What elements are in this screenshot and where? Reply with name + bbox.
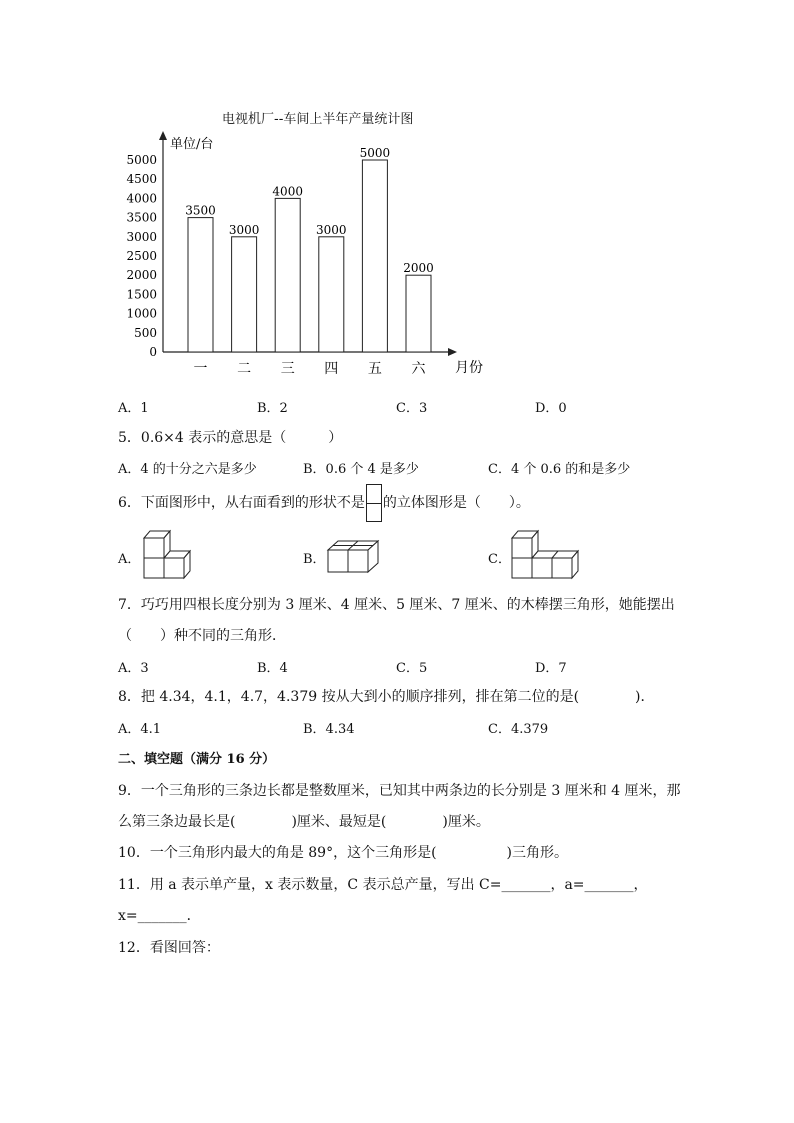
- q7-stem-line1: 7．巧巧用四根长度分别为 3 厘米、4 厘米、5 厘米、7 厘米、的木棒摆三角形，她能摆出: [118, 597, 675, 613]
- q12-stem: 12．看图回答：: [118, 940, 220, 956]
- q4-option-d[interactable]: D．0: [535, 401, 567, 416]
- bar-value-label: 5000: [359, 146, 391, 160]
- bar: [232, 237, 257, 352]
- q8-option-a[interactable]: A．4.1: [118, 722, 162, 737]
- bar: [406, 275, 431, 352]
- section-heading: 二、填空题（满分 16 分）: [118, 752, 276, 767]
- q4-option-b[interactable]: B．2: [257, 401, 288, 416]
- y-tick-label: 500: [134, 325, 157, 340]
- x-tick-label: 一: [193, 361, 208, 377]
- bar: [362, 160, 387, 352]
- y-tick-label: 3000: [126, 229, 157, 244]
- y-tick-label: 4000: [126, 191, 157, 206]
- q8-stem: 8．把 4.34，4.1，4.7，4.379 按从大到小的顺序排列，排在第二位的是( )．: [118, 689, 655, 705]
- y-tick-label: 2500: [126, 249, 157, 263]
- q7-option-b[interactable]: B．4: [257, 661, 288, 676]
- y-axis-arrow-icon: [159, 131, 167, 140]
- bar-value-label: 4000: [272, 184, 303, 199]
- q6-stem-before: 6．下面图形中，从右面看到的形状不是: [118, 495, 365, 511]
- q6-option-c[interactable]: C．: [488, 552, 511, 567]
- y-tick-label: 4500: [126, 172, 157, 187]
- x-axis-arrow-icon: [448, 348, 457, 356]
- q9-line1: 9．一个三角形的三条边长都是整数厘米，已知其中两条边的长分别是 3 厘米和 4 厘米，那: [118, 783, 681, 799]
- q7-option-c[interactable]: C．5: [396, 661, 428, 676]
- q9-line2: 么第三条边最长是( )厘米、最短是( )厘米。: [118, 814, 490, 830]
- q6-stem-after: 的立体图形是（ ）。: [382, 495, 530, 511]
- q5-option-b[interactable]: B．0.6 个 4 是多少: [303, 462, 419, 477]
- cube-stack-b-icon: [322, 534, 386, 578]
- q6-option-a[interactable]: A．: [118, 552, 141, 567]
- bar: [319, 237, 344, 352]
- x-tick-label: 五: [367, 361, 382, 377]
- q5-option-a[interactable]: A．4 的十分之六是多少: [118, 462, 257, 477]
- x-tick-label: 二: [237, 361, 252, 377]
- q7-option-a[interactable]: A．3: [118, 661, 149, 676]
- x-tick-label: 四: [324, 361, 339, 377]
- q7-stem-line2: （ ）种不同的三角形．: [118, 628, 286, 644]
- q6-option-b[interactable]: B．: [303, 552, 326, 567]
- x-tick-label: 六: [411, 361, 426, 377]
- q7-option-d[interactable]: D．7: [535, 661, 567, 676]
- q10-stem: 10．一个三角形内最大的角是 89°，这个三角形是( )三角形。: [118, 845, 569, 861]
- y-tick-label: 3500: [126, 210, 157, 225]
- bar-value-label: 3500: [185, 203, 216, 218]
- bar-value-label: 2000: [403, 261, 434, 276]
- bar: [275, 198, 300, 352]
- q11-line1: 11．用 a 表示单产量，x 表示数量，C 表示总产量，写出 C=_______，a=_______，: [118, 877, 648, 893]
- cube-stack-a-icon: [138, 528, 198, 580]
- q6-stem: [118, 484, 530, 522]
- x-axis-label: 月份: [455, 360, 483, 376]
- y-tick-label: 2000: [126, 268, 157, 283]
- bar: [188, 218, 213, 352]
- cube-stack-c-icon: [506, 528, 586, 580]
- y-tick-label: 0: [149, 345, 157, 359]
- y-tick-label: 1000: [126, 306, 157, 321]
- q5-stem: 5．0.6×4 表示的意思是（ ）: [118, 430, 343, 446]
- q11-line2: x=_______．: [118, 908, 201, 924]
- y-tick-label: 1500: [126, 287, 157, 302]
- q4-option-a[interactable]: A．1: [118, 401, 149, 416]
- q8-option-c[interactable]: C．4.379: [488, 722, 549, 737]
- bar-chart: [0, 0, 794, 390]
- q8-option-b[interactable]: B．4.34: [303, 722, 355, 737]
- x-tick-label: 三: [280, 361, 295, 377]
- q4-option-c[interactable]: C．3: [396, 401, 428, 416]
- q5-option-c[interactable]: C．4 个 0.6 的和是多少: [488, 462, 631, 477]
- y-tick-label: 5000: [126, 153, 157, 167]
- bar-value-label: 3000: [228, 222, 260, 237]
- y-axis-label: 单位/台: [170, 137, 214, 152]
- side-view-rectangle-icon: [366, 484, 382, 522]
- chart-title: 电视机厂--车间上半年产量统计图: [222, 112, 414, 127]
- bar-value-label: 3000: [316, 222, 347, 237]
